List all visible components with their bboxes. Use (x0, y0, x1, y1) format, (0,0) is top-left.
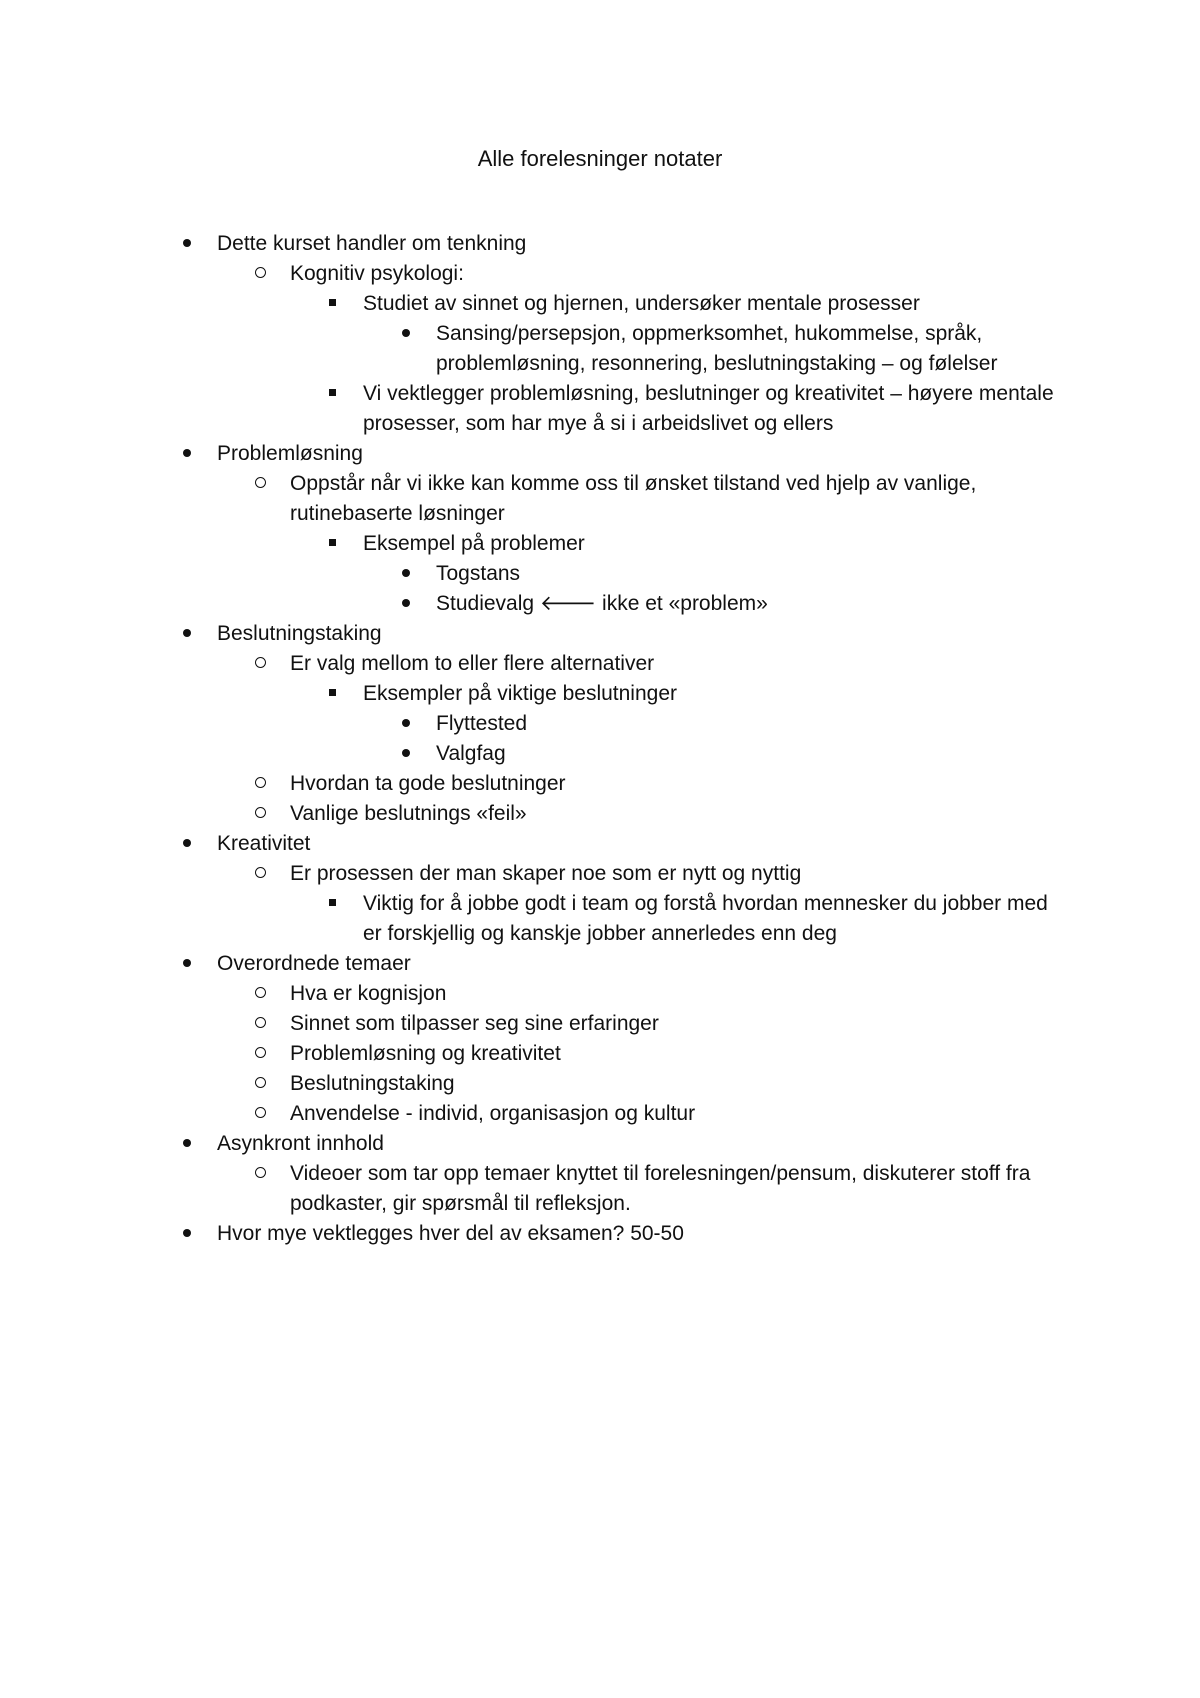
bullet-square-icon (322, 379, 342, 409)
bullet-dot-icon (396, 589, 416, 619)
bullet-list (0, 229, 1200, 1249)
list-item-text: Valgfag (436, 742, 506, 765)
list-item (0, 1099, 1060, 1129)
list-item-text: Asynkront innhold (217, 1132, 384, 1155)
bullet-square-icon (322, 529, 342, 559)
list-item-text: Hva er kognisjon (290, 982, 447, 1005)
bullet-dot-icon (177, 229, 197, 259)
list-item-text: Problemløsning og kreativitet (290, 1042, 561, 1065)
bullet-dot-icon (177, 949, 197, 979)
bullet-circle-icon (250, 769, 270, 799)
bullet-circle-icon (250, 1039, 270, 1069)
list-item (0, 529, 1060, 559)
list-item-text: Hvor mye vektlegges hver del av eksamen? 50-50 (217, 1222, 684, 1245)
list-item (0, 859, 1060, 889)
bullet-dot-icon (177, 1129, 197, 1159)
list-item-text: Viktig for å jobbe godt i team og forstå hvordan mennesker du jobber med er forskjellig og kanskje jobber annerledes enn deg (363, 892, 1048, 945)
bullet-circle-icon (250, 979, 270, 1009)
list-item-text: Studievalg 🡐 ikke et «problem» (436, 592, 768, 615)
list-item (0, 949, 1060, 979)
bullet-circle-icon (250, 259, 270, 289)
bullet-circle-icon (250, 799, 270, 829)
list-item-text: Kognitiv psykologi: (290, 262, 464, 285)
list-item (0, 559, 1060, 589)
bullet-dot-icon (177, 1219, 197, 1249)
bullet-circle-icon (250, 469, 270, 499)
list-item (0, 649, 1060, 679)
list-item (0, 1069, 1060, 1099)
list-item-text: Eksempler på viktige beslutninger (363, 682, 677, 705)
list-item (0, 229, 1060, 259)
bullet-circle-icon (250, 859, 270, 889)
list-item (0, 739, 1060, 769)
list-item (0, 1009, 1060, 1039)
list-item-text: Overordnede temaer (217, 952, 411, 975)
list-item (0, 709, 1060, 739)
list-item-text: Kreativitet (217, 832, 311, 855)
bullet-dot-icon (396, 559, 416, 589)
list-item (0, 319, 1060, 379)
list-item-text: Anvendelse - individ, organisasjon og kultur (290, 1102, 696, 1125)
bullet-circle-icon (250, 1099, 270, 1129)
list-item (0, 829, 1060, 859)
list-item-text: Beslutningstaking (290, 1072, 455, 1095)
list-item (0, 979, 1060, 1009)
list-item-text: Eksempel på problemer (363, 532, 585, 555)
list-item-text: Beslutningstaking (217, 622, 382, 645)
list-item (0, 1039, 1060, 1069)
list-item-text: Problemløsning (217, 442, 363, 465)
list-item (0, 289, 1060, 319)
document-title: Alle forelesninger notater (477, 146, 723, 171)
list-item (0, 589, 1060, 619)
list-item-text: Togstans (436, 562, 521, 585)
list-item (0, 769, 1060, 799)
bullet-dot-icon (177, 829, 197, 859)
list-item (0, 1159, 1060, 1219)
list-item-text: Er prosessen der man skaper noe som er nytt og nyttig (290, 862, 802, 885)
list-item (0, 379, 1060, 439)
list-item (0, 799, 1060, 829)
bullet-dot-icon (177, 439, 197, 469)
list-item (0, 1129, 1060, 1159)
bullet-dot-icon (396, 319, 416, 349)
list-item (0, 619, 1060, 649)
list-item (0, 439, 1060, 469)
list-item (0, 1219, 1060, 1249)
bullet-circle-icon (250, 649, 270, 679)
list-item-text: Dette kurset handler om tenkning (217, 232, 527, 255)
list-item (0, 259, 1060, 289)
list-item-text: Videoer som tar opp temaer knyttet til forelesningen/pensum, diskuterer stoff fra podkaster, gir spørsmål til refleksjon. (290, 1162, 1031, 1215)
list-item-text: Studiet av sinnet og hjernen, undersøker mentale prosesser (363, 292, 920, 315)
list-item-text: Oppstår når vi ikke kan komme oss til ønsket tilstand ved hjelp av vanlige, rutinebaserte løsninger (290, 472, 977, 525)
list-item-text: Sansing/persepsjon, oppmerksomhet, hukommelse, språk, problemløsning, resonnering, beslutningstaking – og følelser (436, 322, 998, 375)
bullet-square-icon (322, 679, 342, 709)
bullet-circle-icon (250, 1069, 270, 1099)
bullet-circle-icon (250, 1159, 270, 1189)
list-item-text: Vanlige beslutnings «feil» (290, 802, 527, 825)
bullet-dot-icon (396, 739, 416, 769)
bullet-dot-icon (177, 619, 197, 649)
bullet-dot-icon (396, 709, 416, 739)
bullet-square-icon (322, 289, 342, 319)
list-item-text: Sinnet som tilpasser seg sine erfaringer (290, 1012, 659, 1035)
list-item-text: Hvordan ta gode beslutninger (290, 772, 566, 795)
list-item-text: Vi vektlegger problemløsning, beslutninger og kreativitet – høyere mentale prosesser, som har mye å si i arbeidslivet og ellers (363, 382, 1054, 435)
list-item (0, 469, 1060, 529)
bullet-square-icon (322, 889, 342, 919)
list-item (0, 889, 1060, 949)
bullet-circle-icon (250, 1009, 270, 1039)
list-item-text: Er valg mellom to eller flere alternativer (290, 652, 655, 675)
list-item (0, 679, 1060, 709)
list-item-text: Flyttested (436, 712, 528, 735)
